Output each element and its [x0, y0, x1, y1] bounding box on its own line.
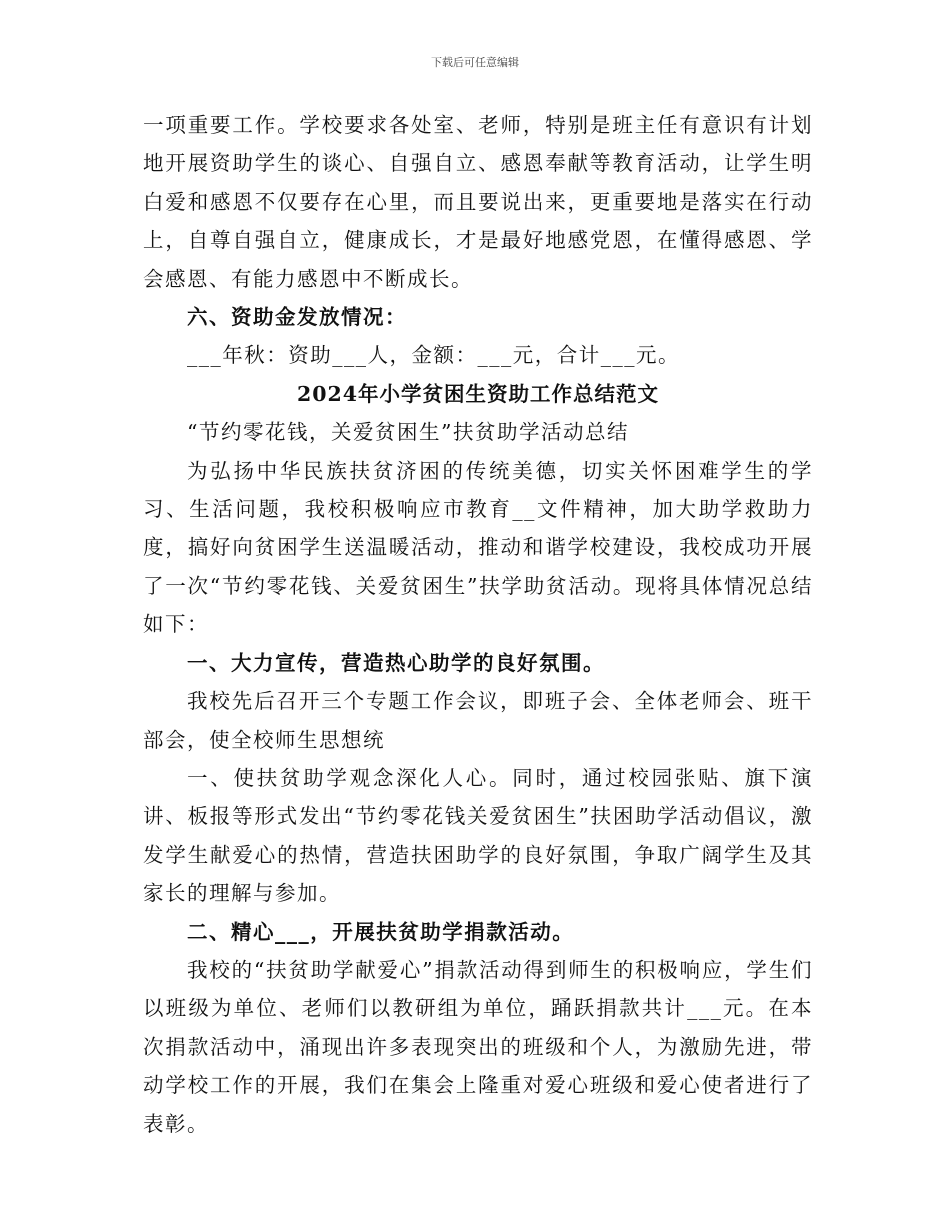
paragraph: 我校先后召开三个专题工作会议，即班子会、全体老师会、班干部会，使全校师生思想统 [143, 689, 813, 752]
paragraph: 为弘扬中华民族扶贫济困的传统美德，切实关怀困难学生的学习、生活问题，我校积极响应市教育__文件精神，加大助学救助力度，搞好向贫困学生送温暖活动，推动和谐学校建设，我校成功开展了一次“节约零花钱、关爱贫困生”扶学助贫活动。现将具体情况总结如下： [143, 458, 813, 637]
section-heading: 二、精心___，开展扶贫助学捐款活动。 [187, 919, 575, 944]
paragraph: 一项重要工作。学校要求各处室、老师，特别是班主任有意识有计划地开展资助学生的谈心、自强自立、感恩奉献等教育活动，让学生明白爱和感恩不仅要存在心里，而且要说出来，更重要地是落实在行动上，自尊自强自立，健康成长，才是最好地感党恩，在懂得感恩、学会感恩、有能力感恩中不断成长。 [143, 113, 813, 291]
page-header: 下载后可任意编辑 [431, 56, 519, 69]
paragraph: 我校的“扶贫助学献爱心”捐款活动得到师生的积极响应，学生们以班级为单位、老师们以教研组为单位，踊跃捐款共计___元。在本次捐款活动中，涌现出许多表现突出的班级和个人，为激励先进，带动学校工作的开展，我们在集会上隆重对爱心班级和爱心使者进行了表彰。 [143, 957, 813, 1136]
section-heading: 六、资助金发放情况： [187, 305, 407, 330]
paragraph: ___年秋：资助___人，金额：___元，合计___元。 [187, 343, 680, 368]
paragraph: 一、使扶贫助学观念深化人心。同时，通过校园张贴、旗下演讲、板报等形式发出“节约零花钱关爱贫困生”扶困助学活动倡议，激发学生献爱心的热情，营造扶困助学的良好氛围，争取广阔学生及其家长的理解与参加。 [143, 765, 813, 906]
document-title: 2024年小学贫困生资助工作总结范文 [296, 381, 660, 406]
section-heading: 一、大力宣传，营造热心助学的良好氛围。 [187, 650, 605, 675]
subtitle: “节约零花钱，关爱贫困生”扶贫助学活动总结 [187, 420, 629, 445]
document-body [143, 106, 813, 1143]
